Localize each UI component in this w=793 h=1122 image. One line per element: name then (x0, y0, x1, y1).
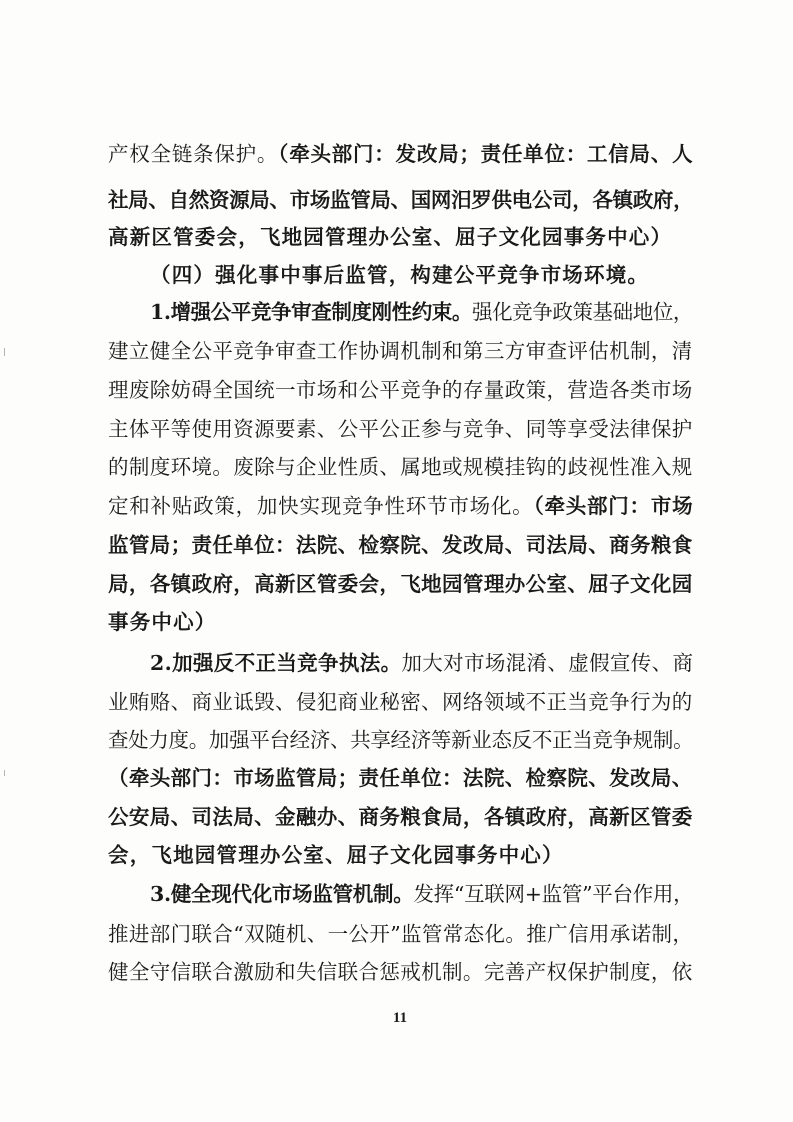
text-segment: 主体平等使用资源要素、公平公正参与竞争、同等享受法律保护 (108, 417, 693, 441)
text-segment: 的制度环境。废除与企业性质、属地或规模挂钩的歧视性准入规 (108, 455, 693, 479)
text-segment: 1.增强公平竞争审查制度刚性约束。 (150, 300, 472, 324)
text-line (108, 486, 693, 526)
text-line (108, 447, 693, 487)
text-line (150, 874, 693, 914)
text-line (108, 602, 693, 642)
text-segment: 推进部门联合“双随机、一公开”监管常态化。推广信用承诺制， (108, 922, 694, 946)
text-line (108, 758, 693, 798)
text-line (150, 292, 693, 332)
text-segment: 业贿赂、商业诋毁、侵犯商业秘密、网络领域不正当竞争行为的 (108, 690, 693, 714)
text-segment: 高新区管委会，飞地园管理办公室、屈子文化园事务中心） (108, 225, 673, 249)
text-segment: 产权全链条保护。 (108, 142, 279, 166)
text-segment: 查处力度。加强平台经济、共享经济等新业态反不正当竞争规制。 (108, 728, 694, 752)
text-line (108, 952, 693, 992)
text-line (108, 217, 693, 257)
text-line (108, 564, 693, 604)
text-segment: 加大对市场混淆、虚假宣传、商 (401, 651, 694, 675)
text-line (108, 134, 693, 174)
text-segment: 社局、自然资源局、市场监管局、国网汨罗供电公司，各镇政府， (108, 188, 694, 212)
text-line (108, 914, 693, 954)
text-segment: 3.健全现代化市场监管机制。 (150, 882, 414, 906)
text-line (108, 835, 693, 875)
text-segment: （牵头部门：市场监管局；责任单位：法院、检察院、发改局、 (108, 766, 693, 790)
text-segment: 发挥“互联网+监管”平台作用， (413, 882, 694, 906)
text-segment: 定和补贴政策，加快实现竞争性环节市场化。 (108, 494, 534, 518)
text-line (108, 180, 693, 220)
text-line (108, 682, 693, 722)
scan-edge-mark (4, 770, 5, 776)
text-segment: 强化竞争政策基础地位， (471, 300, 694, 324)
text-segment: 公安局、司法局、金融办、商务粮食局，各镇政府，高新区管委 (108, 805, 693, 829)
text-line (108, 525, 693, 565)
text-segment: 健全守信联合激励和失信联合惩戒机制。完善产权保护制度，依 (108, 960, 693, 984)
text-segment: 局，各镇政府，高新区管委会，飞地园管理办公室、屈子文化园 (108, 572, 693, 596)
page-number: 11 (392, 1010, 408, 1026)
text-line (150, 255, 693, 295)
text-segment: （牵头部门：发改局；责任单位：工信局、人 (278, 142, 694, 166)
text-line (108, 331, 693, 371)
text-line (108, 797, 693, 837)
text-line (108, 720, 693, 760)
text-line (108, 409, 693, 449)
text-segment: 监管局；责任单位：法院、检察院、发改局、司法局、商务粮食 (108, 533, 693, 557)
text-segment: 理废除妨碍全国统一市场和公平竞争的存量政策，营造各类市场 (108, 378, 693, 402)
text-segment: 事务中心） (108, 610, 217, 634)
text-segment: 2.加强反不正当竞争执法。 (150, 651, 402, 675)
text-segment: （四）强化事中事后监管，构建公平竞争市场环境。 (150, 263, 650, 287)
text-segment: 会，飞地园管理办公室、屈子文化园事务中心） (108, 843, 564, 867)
text-line (150, 643, 693, 683)
text-segment: 建立健全公平竞争审查工作协调机制和第三方审查评估机制，清 (108, 339, 693, 363)
text-segment: （牵头部门：市场 (533, 494, 694, 518)
text-line (108, 370, 693, 410)
scan-edge-mark (4, 348, 5, 356)
